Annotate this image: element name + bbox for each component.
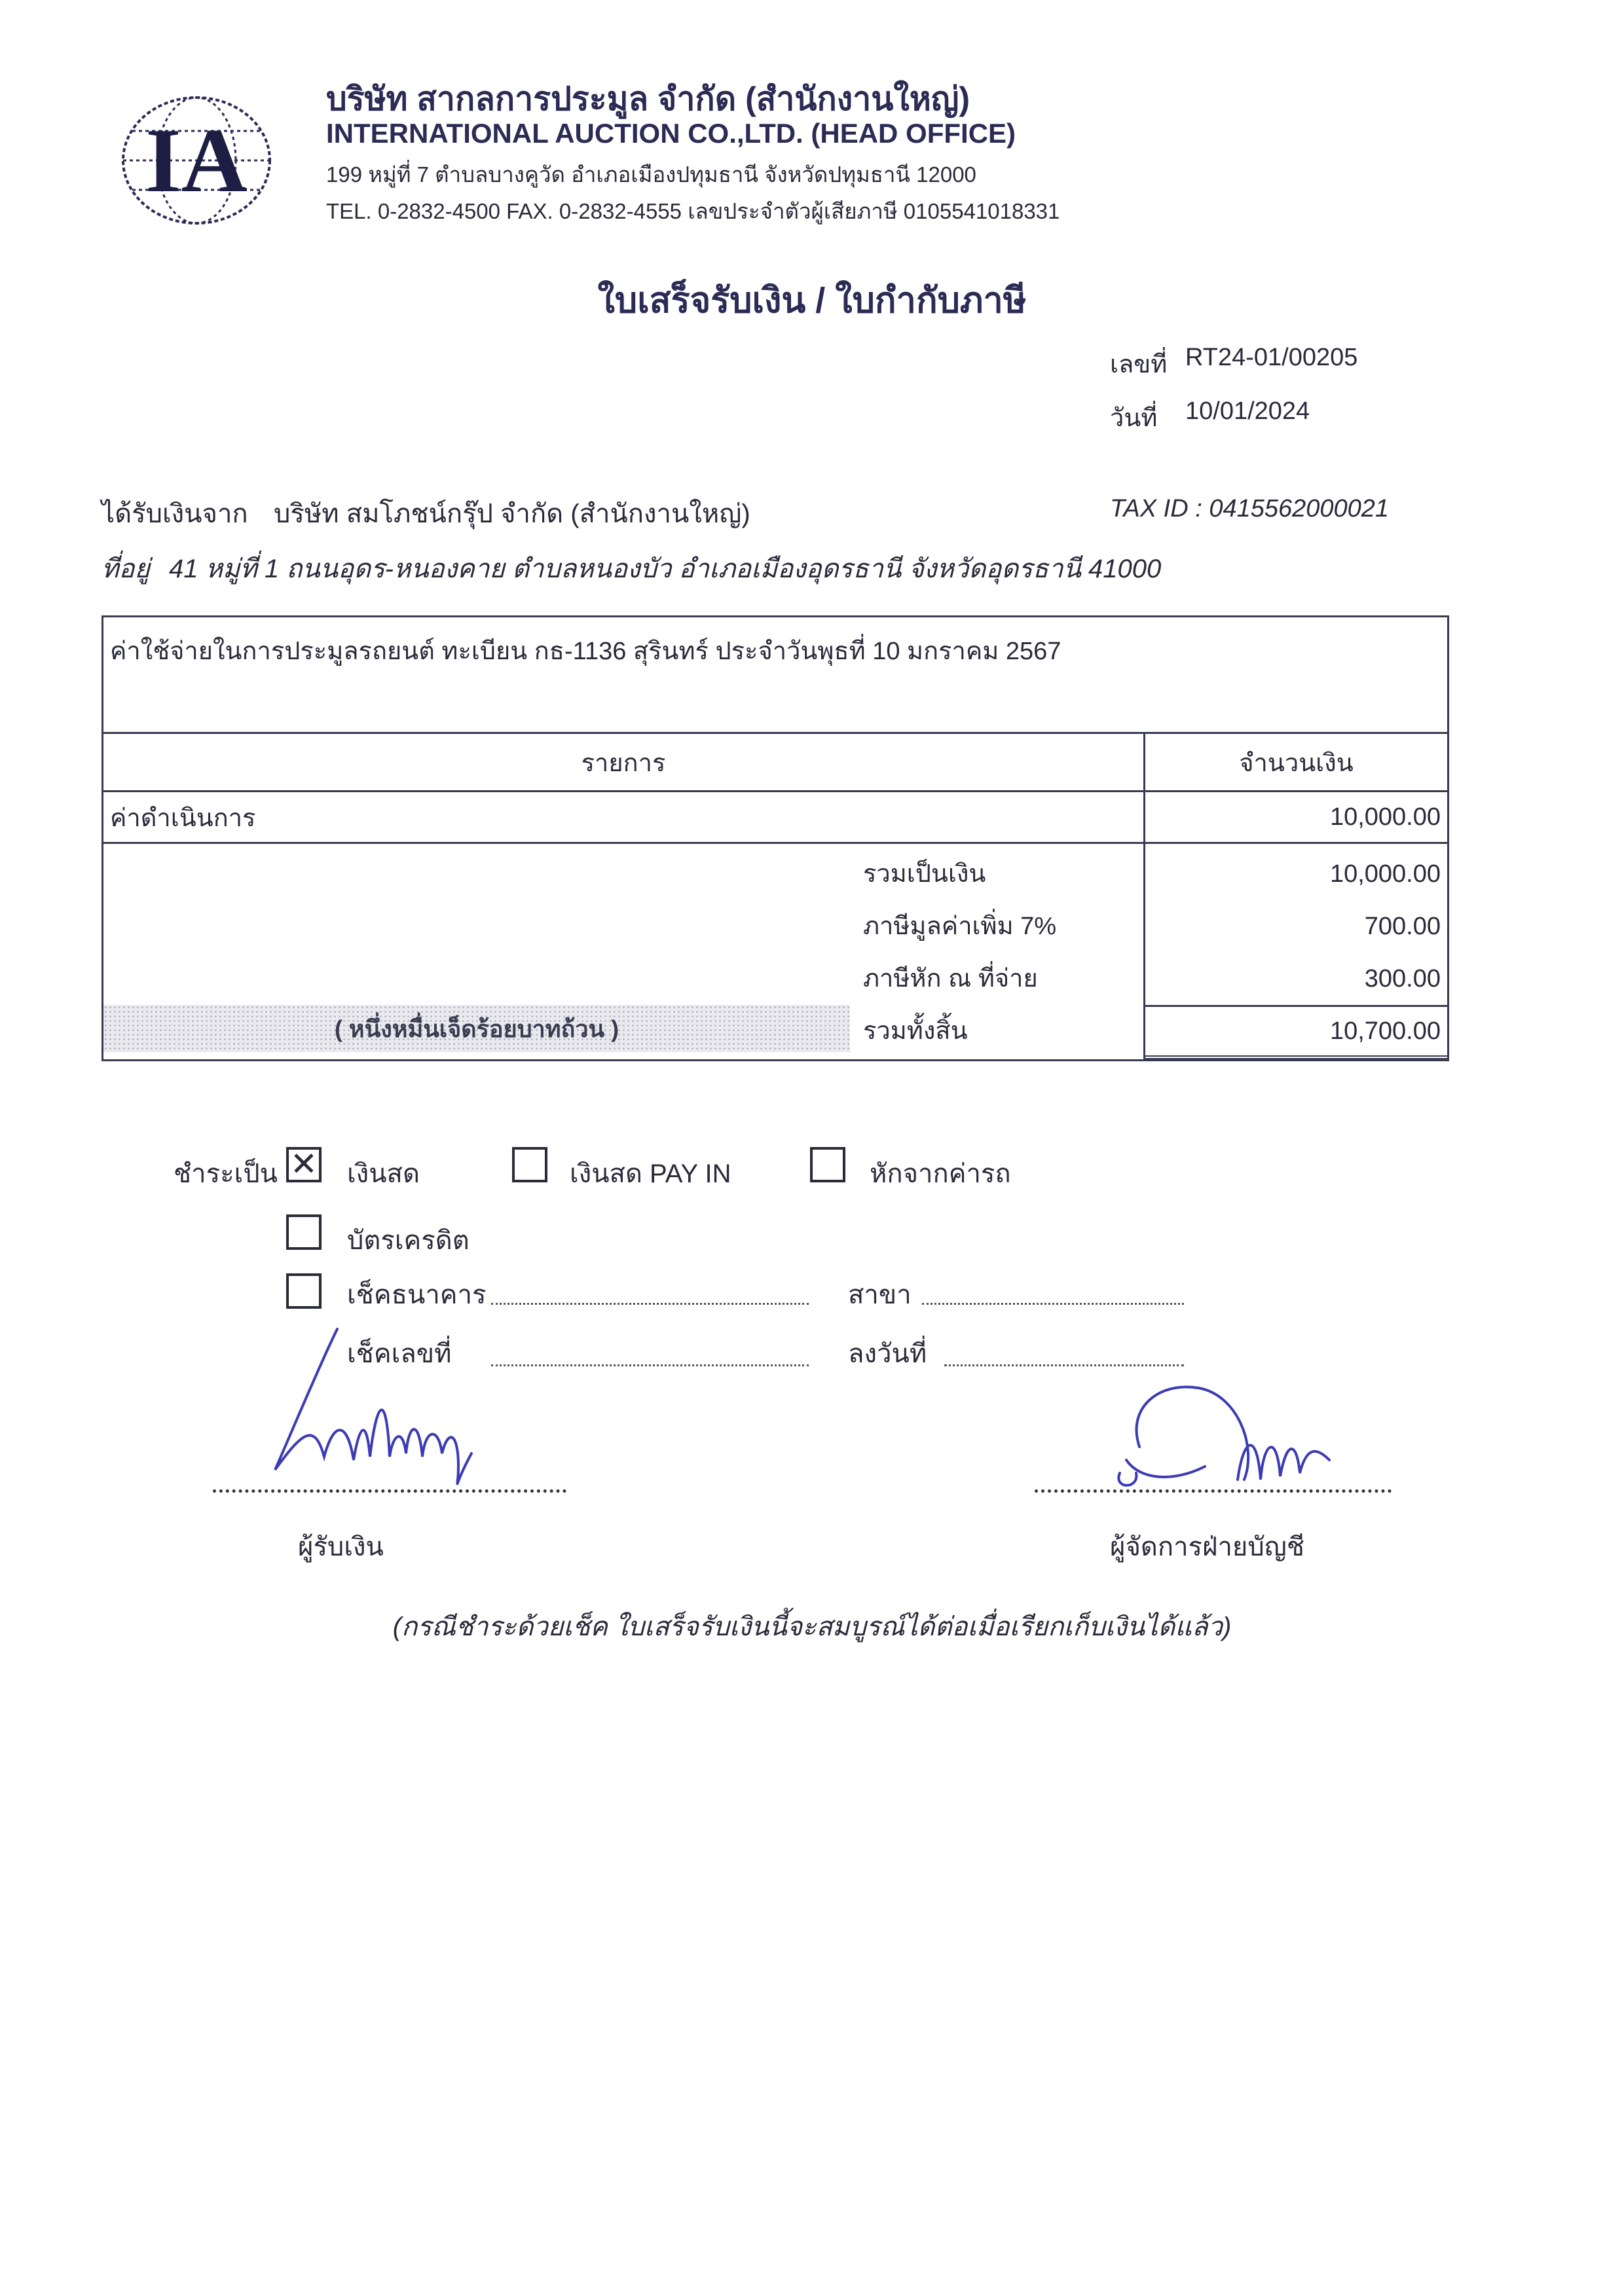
grand-total-value: 10,700.00: [1145, 1005, 1447, 1059]
cash-pay-in-checkbox[interactable]: [512, 1147, 547, 1182]
branch-label: สาขา: [848, 1281, 912, 1309]
cheque-number-label: เช็คเลขที่: [347, 1339, 452, 1368]
subtotal-label: รวมเป็นเงิน: [863, 860, 986, 888]
company-address: 199 หมู่ที่ 7 ตำบลบางคูวัด อำเภอเมืองปทุมธานี จังหวัดปทุมธานี 12000: [326, 162, 976, 187]
customer-address: 41 หมู่ที่ 1 ถนนอุดร-หนองคาย ตำบลหนองบัว อำเภอเมืองอุดรธานี จังหวัดอุดรธานี 41000: [169, 555, 1162, 583]
credit-card-checkbox[interactable]: [286, 1214, 322, 1250]
bank-cheque-checkbox[interactable]: [286, 1273, 322, 1309]
vat-value: 700.00: [1364, 913, 1441, 940]
received-from-label: ได้รับเงินจาก: [101, 500, 248, 528]
amount-in-words: ( หนึ่งหมื่นเจ็ดร้อยบาทถ้วน ): [103, 1005, 850, 1052]
credit-card-label: บัตรเครดิต: [347, 1226, 470, 1255]
customer-tax-id: TAX ID : 0415562000021: [1110, 495, 1390, 522]
footer-note: (กรณีชำระด้วยเช็ค ใบเสร็จรับเงินนี้จะสมบูรณ์ได้ต่อเมื่อเรียกเก็บเงินได้แล้ว): [392, 1613, 1232, 1641]
vat-label: ภาษีมูลค่าเพิ่ม 7%: [863, 913, 1057, 940]
bank-cheque-label: เช็คธนาคาร: [347, 1281, 487, 1309]
receiver-signature: [262, 1322, 485, 1499]
column-header-amount: จำนวนเงิน: [1145, 733, 1449, 792]
customer-name: บริษัท สมโภชน์กรุ๊ป จำกัด (สำนักงานใหญ่): [274, 500, 750, 528]
withholding-tax-label: ภาษีหัก ณ ที่จ่าย: [863, 965, 1038, 993]
cheque-number-field[interactable]: [491, 1364, 809, 1366]
company-contact: TEL. 0-2832-4500 FAX. 0-2832-4555 เลขประจำตัวผู้เสียภาษี 0105541018331: [326, 199, 1060, 223]
column-header-item: รายการ: [103, 733, 1145, 792]
company-name-english: INTERNATIONAL AUCTION CO.,LTD. (HEAD OFFICE): [326, 118, 1016, 149]
payment-label: ชำระเป็น: [174, 1159, 278, 1188]
manager-signature-line: [1035, 1489, 1392, 1493]
row-item: ค่าดำเนินการ: [103, 792, 1145, 843]
document-date: 10/01/2024: [1185, 397, 1310, 425]
withholding-tax-value: 300.00: [1364, 965, 1441, 993]
branch-field[interactable]: [922, 1303, 1184, 1305]
logo-text: IA: [145, 110, 248, 211]
cash-pay-in-label: เงินสด PAY IN: [570, 1159, 731, 1188]
subtotal-value: 10,000.00: [1329, 860, 1441, 888]
table-row: [103, 792, 1449, 843]
document-number: RT24-01/00205: [1185, 344, 1358, 371]
manager-label: ผู้จัดการฝ่ายบัญชี: [1110, 1533, 1304, 1561]
deduct-from-car-label: หักจากค่ารถ: [870, 1159, 1011, 1188]
customer-address-label: ที่อยู่: [101, 555, 150, 583]
totals-values: [1145, 843, 1449, 1061]
bank-cheque-field[interactable]: [491, 1303, 809, 1305]
deduct-from-car-checkbox[interactable]: [810, 1147, 845, 1182]
cash-label: เงินสด: [347, 1159, 420, 1188]
company-logo: [118, 92, 275, 229]
totals-block: [103, 843, 1145, 1061]
cash-checkbox[interactable]: [286, 1147, 322, 1182]
check-mark-icon: ✕: [290, 1146, 318, 1182]
document-number-label: เลขที่: [1110, 351, 1168, 378]
cheque-date-field[interactable]: [944, 1364, 1184, 1366]
manager-signature: [1100, 1368, 1336, 1499]
document-date-label: วันที่: [1110, 405, 1158, 432]
items-table: [101, 615, 1449, 1061]
cheque-date-label: ลงวันที่: [848, 1339, 927, 1368]
table-description: ค่าใช้จ่ายในการประมูลรถยนต์ ทะเบียน กธ-1136 สุรินทร์ ประจำวันพุธที่ 10 มกราคม 2567: [103, 617, 1449, 733]
receiver-label: ผู้รับเงิน: [298, 1533, 384, 1561]
document-title: ใบเสร็จรับเงิน / ใบกำกับภาษี: [597, 281, 1027, 320]
row-amount: 10,000.00: [1145, 792, 1449, 843]
receiver-signature-line: [213, 1489, 566, 1493]
company-name-thai: บริษัท สากลการประมูล จำกัด (สำนักงานใหญ่): [326, 81, 970, 117]
grand-total-label: รวมทั้งสิ้น: [863, 1017, 968, 1045]
